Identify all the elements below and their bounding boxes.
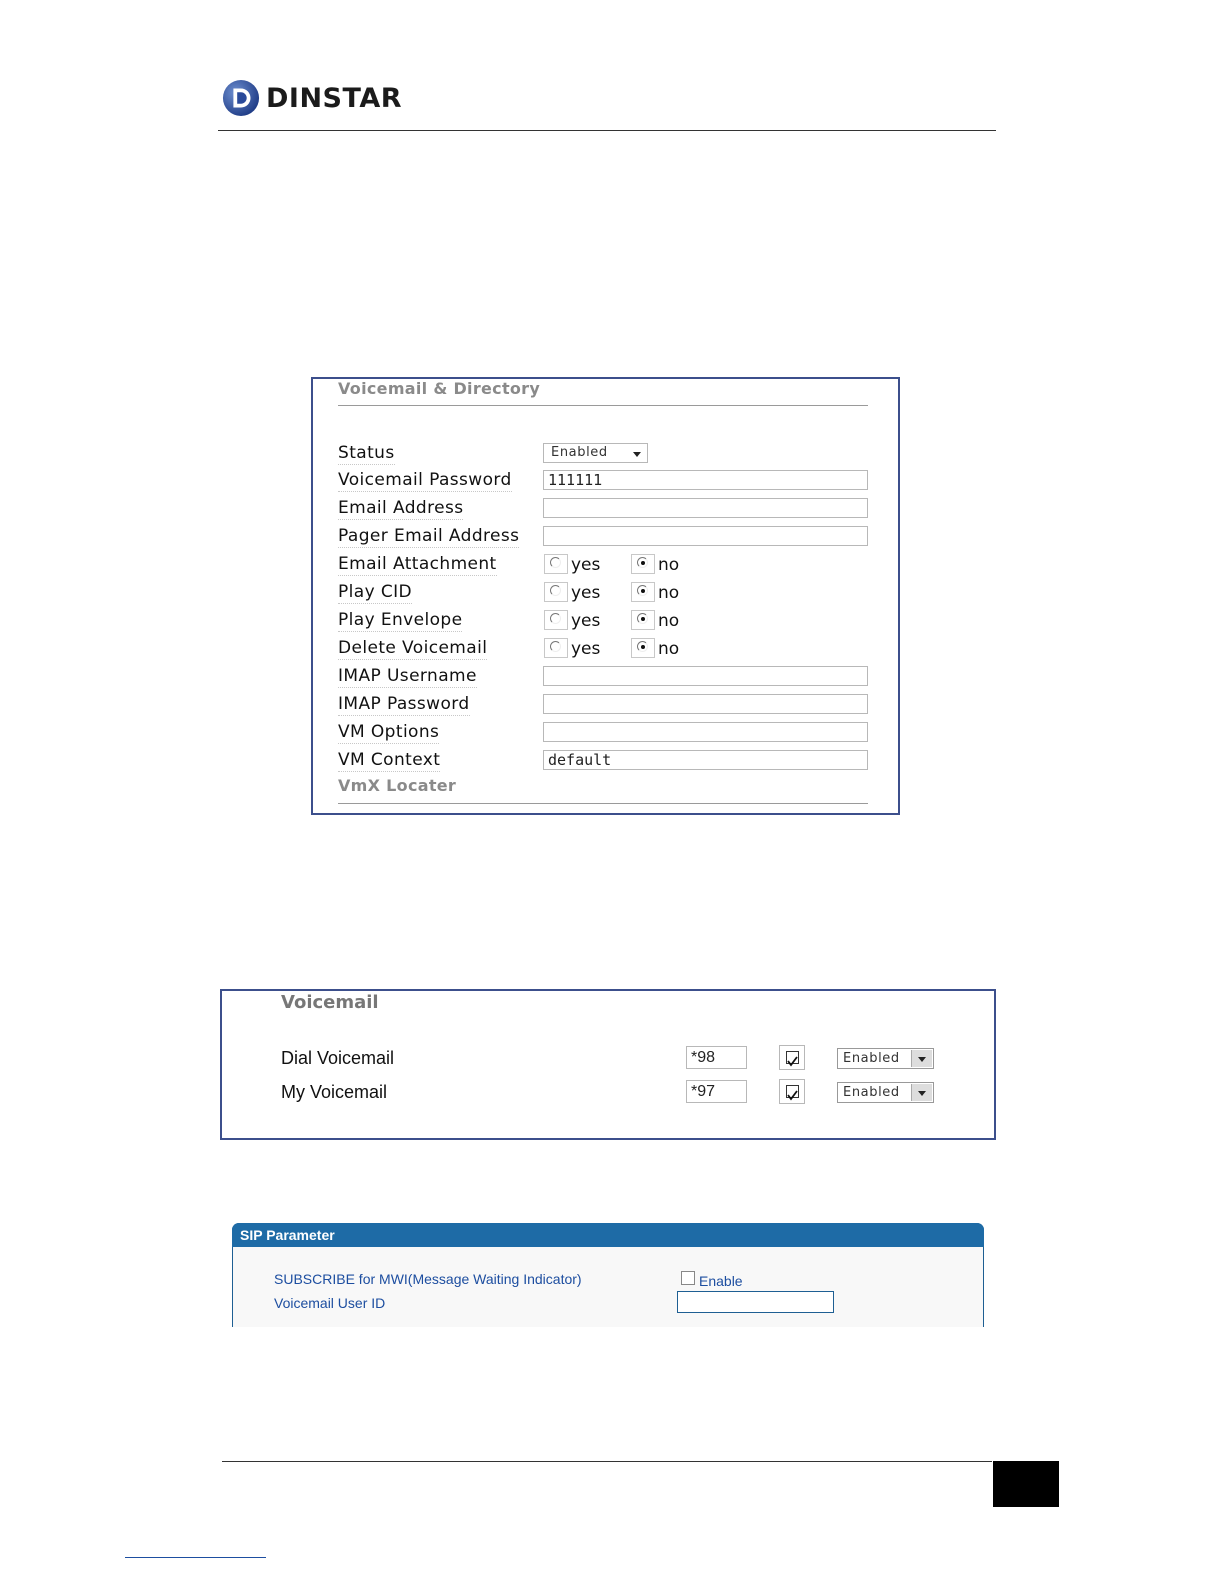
play-envelope-label: Play Envelope — [338, 610, 463, 630]
footer-divider — [222, 1461, 992, 1462]
vm-options-label: VM Options — [338, 722, 440, 742]
email-attachment-yes-label: yes — [571, 555, 601, 575]
email-attachment-label: Email Attachment — [338, 554, 497, 574]
email-attachment-yes-radio[interactable] — [544, 554, 568, 574]
radio-selected-icon — [637, 585, 648, 596]
radio-unselected-icon — [550, 557, 561, 568]
header-divider — [218, 130, 996, 131]
chevron-down-icon — [911, 1050, 932, 1067]
radio-unselected-icon — [550, 613, 561, 624]
play-cid-no-radio[interactable] — [631, 582, 655, 602]
voicemail-directory-title: Voicemail & Directory — [338, 379, 541, 398]
vm-context-input[interactable]: default — [543, 750, 868, 770]
radio-selected-icon — [637, 557, 648, 568]
footer-link-underline[interactable] — [125, 1557, 266, 1558]
dial-voicemail-label: Dial Voicemail — [281, 1048, 395, 1068]
my-voicemail-status-value: Enabled — [843, 1085, 900, 1100]
sip-parameter-header — [232, 1223, 984, 1247]
email-attachment-no-radio[interactable] — [631, 554, 655, 574]
imap-username-label: IMAP Username — [338, 666, 477, 686]
my-voicemail-checkbox[interactable] — [779, 1079, 805, 1104]
dial-voicemail-code-input[interactable]: *98 — [686, 1046, 747, 1069]
subscribe-mwi-checkbox[interactable] — [681, 1271, 695, 1285]
delete-voicemail-label: Delete Voicemail — [338, 638, 488, 658]
play-envelope-yes-radio[interactable] — [544, 610, 568, 630]
imap-password-label: IMAP Password — [338, 694, 470, 714]
delete-voicemail-yes-radio[interactable] — [544, 638, 568, 658]
checkmark-icon — [787, 1090, 798, 1101]
radio-selected-icon — [637, 641, 648, 652]
vmx-locater-heading: VmX Locater — [338, 776, 457, 795]
delete-voicemail-yes-label: yes — [571, 639, 601, 659]
chevron-down-icon — [633, 452, 641, 457]
subscribe-mwi-label: SUBSCRIBE for MWI(Message Waiting Indicator) — [274, 1271, 582, 1287]
radio-unselected-icon — [550, 641, 561, 652]
status-label: Status — [338, 443, 395, 463]
voicemail-user-id-label: Voicemail User ID — [274, 1295, 386, 1311]
play-cid-yes-radio[interactable] — [544, 582, 568, 602]
play-cid-no-label: no — [658, 583, 680, 603]
email-address-input[interactable] — [543, 498, 868, 518]
imap-username-input[interactable] — [543, 666, 868, 686]
dial-voicemail-checkbox[interactable] — [779, 1045, 805, 1070]
play-envelope-no-label: no — [658, 611, 680, 631]
voicemail-password-input[interactable]: 111111 — [543, 470, 868, 490]
email-attachment-no-label: no — [658, 555, 680, 575]
enable-label: Enable — [699, 1273, 743, 1289]
status-select[interactable] — [543, 443, 648, 463]
play-envelope-yes-label: yes — [571, 611, 601, 631]
email-address-label: Email Address — [338, 498, 464, 518]
sip-parameter-title: SIP Parameter — [240, 1227, 335, 1243]
section-divider — [338, 405, 868, 406]
pager-email-address-label: Pager Email Address — [338, 526, 520, 546]
status-select-value: Enabled — [551, 445, 608, 460]
imap-password-input[interactable] — [543, 694, 868, 714]
my-voicemail-status-select[interactable] — [837, 1082, 934, 1103]
vm-options-input[interactable] — [543, 722, 868, 742]
play-cid-label: Play CID — [338, 582, 413, 602]
dial-voicemail-status-value: Enabled — [843, 1051, 900, 1066]
brand-name: DINSTAR — [266, 82, 403, 114]
delete-voicemail-no-radio[interactable] — [631, 638, 655, 658]
vm-context-label: VM Context — [338, 750, 441, 770]
voicemail-password-label: Voicemail Password — [338, 470, 512, 490]
dinstar-logo-icon — [222, 79, 260, 117]
my-voicemail-label: My Voicemail — [281, 1082, 388, 1102]
play-cid-yes-label: yes — [571, 583, 601, 603]
voicemail-user-id-input[interactable] — [677, 1291, 834, 1313]
dinstar-logo — [222, 78, 402, 118]
radio-unselected-icon — [550, 585, 561, 596]
my-voicemail-code-input[interactable]: *97 — [686, 1080, 747, 1103]
section-divider — [338, 803, 868, 804]
page-number-box — [993, 1461, 1059, 1507]
checkmark-icon — [787, 1056, 798, 1067]
play-envelope-no-radio[interactable] — [631, 610, 655, 630]
radio-selected-icon — [637, 613, 648, 624]
dial-voicemail-status-select[interactable] — [837, 1048, 934, 1069]
voicemail-title: Voicemail — [281, 992, 379, 1013]
chevron-down-icon — [911, 1084, 932, 1101]
pager-email-address-input[interactable] — [543, 526, 868, 546]
delete-voicemail-no-label: no — [658, 639, 680, 659]
